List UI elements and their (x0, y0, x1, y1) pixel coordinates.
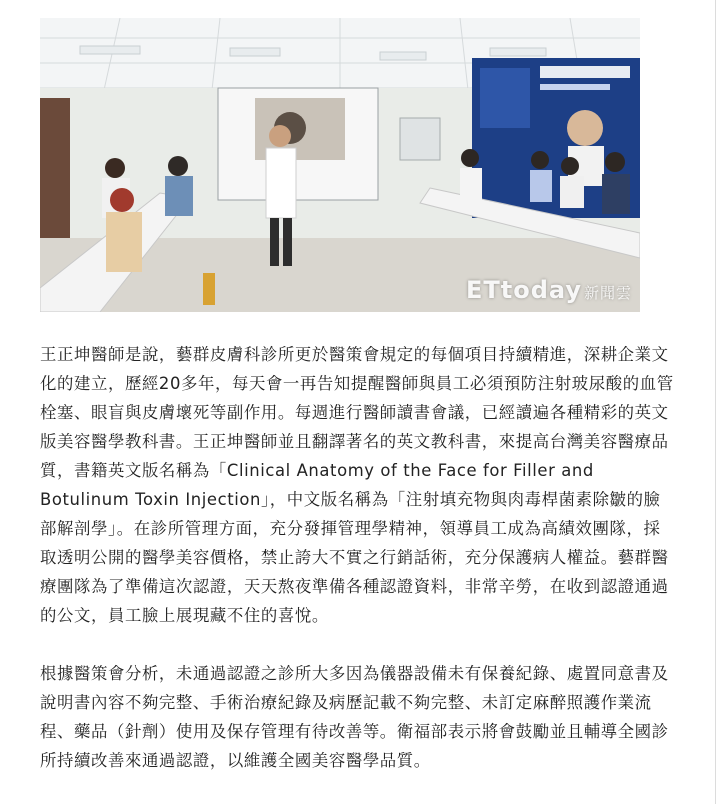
photo-watermark (466, 276, 632, 304)
article-body (40, 340, 676, 775)
article-photo (40, 18, 640, 312)
watermark-main: ETtoday (465, 276, 582, 304)
seminar-photo-illustration (40, 18, 640, 312)
watermark-sub: 新聞雲 (583, 284, 632, 302)
article-paragraph: 王正坤醫師是說，藝群皮膚科診所更於醫策會規定的每個項目持續精進，深耕企業文化的建立，歷經20多年，每天會一再告知提醒醫師與員工必須預防注射玻尿酸的血管栓塞、眼盲與皮膚壞死等副作用。每週進行醫師讀書會議，已經讀遍各種精彩的英文版美容醫學教科書。王正坤醫師並且翻譯著名的英文教科書，來提高台灣美容醫療品質，書籍英文版名稱為「Clinical Anatomy of the Face for Filler and Botulinum Toxin Injection」，中文版名稱為「注射填充物與肉毒桿菌素除皺的臉部解剖學」。在診所管理方面，充分發揮管理學精神，領導員工成為高績效團隊，採取透明公開的醫學美容價格，禁止誇大不實之行銷話術，充分保護病人權益。藝群醫療團隊為了準備這次認證，天天熬夜準備各種認證資料，非常辛勞，在收到認證通過的公文，員工臉上展現藏不住的喜悅。 (40, 345, 674, 625)
article-paragraph: 根據醫策會分析，未通過認證之診所大多因為儀器設備未有保養紀錄、處置同意書及說明書內容不夠完整、手術治療紀錄及病歷記載不夠完整、未訂定麻醉照護作業流程、藥品（針劑）使用及保存管理有待改善等。衛福部表示將會鼓勵並且輔導全國診所持續改善來通過認證，以維護全國美容醫學品質。 (40, 664, 669, 770)
